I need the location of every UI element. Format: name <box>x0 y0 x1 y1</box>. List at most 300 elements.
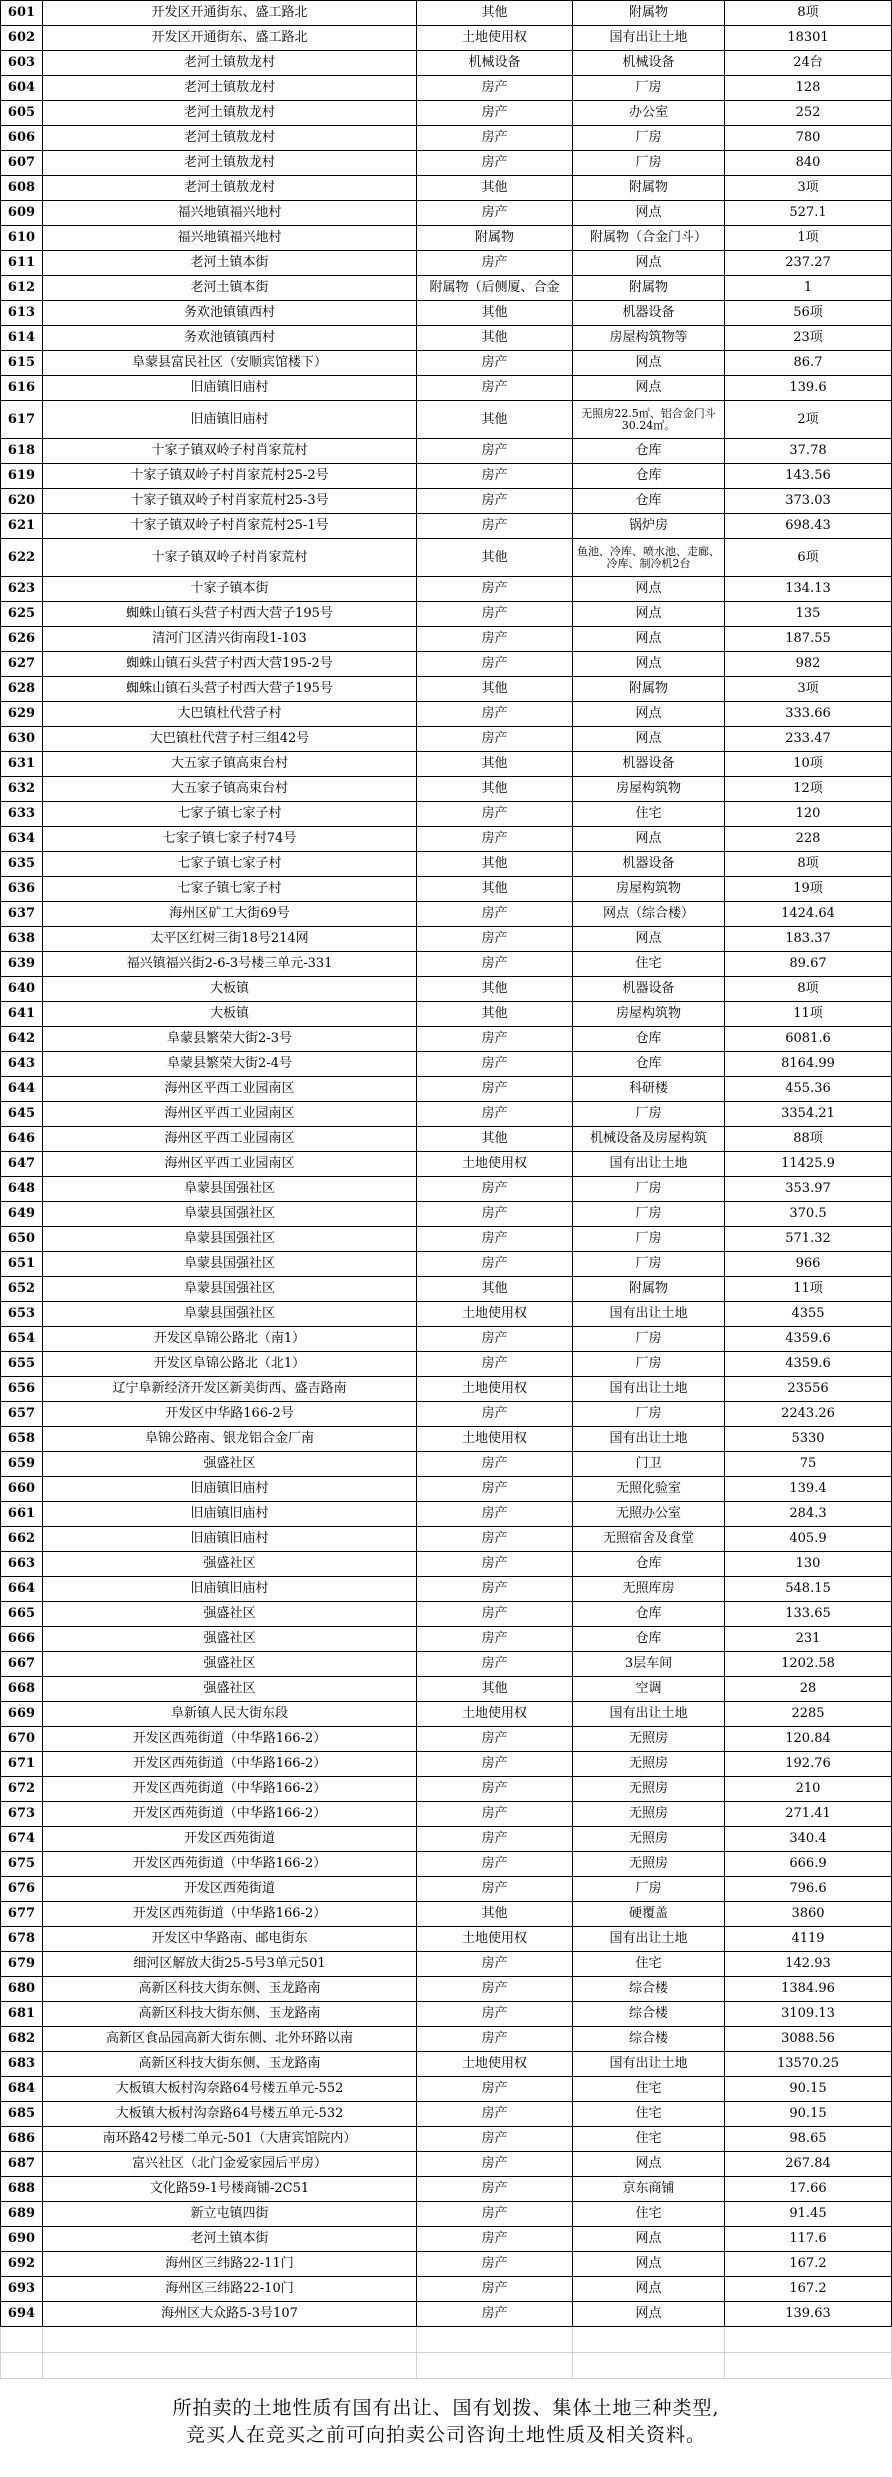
asset-type-cell: 仓库 <box>573 1602 725 1627</box>
row-number: 625 <box>1 602 43 627</box>
table-row <box>1 1727 892 1752</box>
category-cell: 其他 <box>417 752 573 777</box>
category-cell: 土地使用权 <box>417 1302 573 1327</box>
category-cell: 房产 <box>417 2102 573 2127</box>
category-cell: 土地使用权 <box>417 1927 573 1952</box>
asset-type-cell: 厂房 <box>573 1352 725 1377</box>
quantity-cell: 187.55 <box>725 627 892 652</box>
quantity-cell: 2项 <box>725 401 892 439</box>
asset-type-cell: 厂房 <box>573 76 725 101</box>
table-row <box>1 702 892 727</box>
location-cell: 老河土镇敖龙村 <box>43 101 417 126</box>
asset-type-cell: 综合楼 <box>573 2002 725 2027</box>
location-cell: 老河土镇敖龙村 <box>43 76 417 101</box>
asset-type-cell: 仓库 <box>573 439 725 464</box>
table-row <box>1 727 892 752</box>
table-row <box>1 602 892 627</box>
note-line-2: 竞买人在竞买之前可向拍卖公司咨询土地性质及相关资料。 <box>185 2424 706 2446</box>
category-cell: 房产 <box>417 2152 573 2177</box>
quantity-cell: 3109.13 <box>725 2002 892 2027</box>
row-number: 620 <box>1 489 43 514</box>
asset-type-cell: 科研楼 <box>573 1077 725 1102</box>
row-number: 657 <box>1 1402 43 1427</box>
table-row <box>1 1077 892 1102</box>
asset-type-cell: 厂房 <box>573 1402 725 1427</box>
location-cell: 老河土镇敖龙村 <box>43 151 417 176</box>
quantity-cell: 370.5 <box>725 1202 892 1227</box>
row-number: 650 <box>1 1227 43 1252</box>
location-cell: 强盛社区 <box>43 1677 417 1702</box>
row-number: 631 <box>1 752 43 777</box>
category-cell: 土地使用权 <box>417 1152 573 1177</box>
asset-type-cell: 无照宿舍及食堂 <box>573 1527 725 1552</box>
row-number: 629 <box>1 702 43 727</box>
table-row <box>1 401 892 439</box>
location-cell: 十家子镇双岭子村肖家荒村25-1号 <box>43 514 417 539</box>
asset-type-cell: 附属物 <box>573 176 725 201</box>
row-number: 611 <box>1 251 43 276</box>
category-cell: 房产 <box>417 2027 573 2052</box>
quantity-cell: 2243.26 <box>725 1402 892 1427</box>
row-number: 612 <box>1 276 43 301</box>
category-cell: 房产 <box>417 1577 573 1602</box>
note-line-1: 所拍卖的土地性质有国有出让、国有划拨、集体土地三种类型, <box>172 2397 720 2419</box>
location-cell: 老河土镇本街 <box>43 2227 417 2252</box>
table-row <box>1 1002 892 1027</box>
quantity-cell: 117.6 <box>725 2227 892 2252</box>
table-row <box>1 2077 892 2102</box>
location-cell: 高新区食品园高新大街东侧、北外环路以南 <box>43 2027 417 2052</box>
quantity-cell: 167.2 <box>725 2277 892 2302</box>
quantity-cell: 4355 <box>725 1302 892 1327</box>
row-number: 607 <box>1 151 43 176</box>
row-number: 634 <box>1 827 43 852</box>
location-cell: 旧庙镇旧庙村 <box>43 1577 417 1602</box>
quantity-cell: 139.63 <box>725 2302 892 2327</box>
table-row <box>1 101 892 126</box>
location-cell: 海州区三纬路22-10门 <box>43 2277 417 2302</box>
empty-cell <box>417 2353 573 2379</box>
row-number: 632 <box>1 777 43 802</box>
row-number: 609 <box>1 201 43 226</box>
quantity-cell: 3项 <box>725 677 892 702</box>
row-number: 669 <box>1 1702 43 1727</box>
table-row <box>1 1102 892 1127</box>
category-cell: 房产 <box>417 2077 573 2102</box>
category-cell: 房产 <box>417 1627 573 1652</box>
table-row <box>1 1627 892 1652</box>
empty-cell <box>573 2353 725 2379</box>
location-cell: 海州区大众路5-3号107 <box>43 2302 417 2327</box>
row-number: 686 <box>1 2127 43 2152</box>
location-cell: 细河区解放大街25-5号3单元501 <box>43 1952 417 1977</box>
table-row <box>1 752 892 777</box>
asset-type-cell: 无照房 <box>573 1777 725 1802</box>
quantity-cell: 340.4 <box>725 1827 892 1852</box>
table-row <box>1 802 892 827</box>
category-cell: 房产 <box>417 927 573 952</box>
quantity-cell: 267.84 <box>725 2152 892 2177</box>
category-cell: 其他 <box>417 1002 573 1027</box>
quantity-cell: 8项 <box>725 1 892 26</box>
quantity-cell: 135 <box>725 602 892 627</box>
location-cell: 开发区西苑街道（中华路166-2） <box>43 1852 417 1877</box>
location-cell: 新立屯镇四街 <box>43 2202 417 2227</box>
row-number: 643 <box>1 1052 43 1077</box>
quantity-cell: 17.66 <box>725 2177 892 2202</box>
table-row <box>1 1452 892 1477</box>
empty-cell <box>1 2353 43 2379</box>
asset-type-cell: 住宅 <box>573 2102 725 2127</box>
table-row <box>1 777 892 802</box>
category-cell: 土地使用权 <box>417 1427 573 1452</box>
asset-type-cell: 国有出让土地 <box>573 26 725 51</box>
quantity-cell: 405.9 <box>725 1527 892 1552</box>
location-cell: 开发区西苑街道 <box>43 1877 417 1902</box>
location-cell: 老河土镇本街 <box>43 276 417 301</box>
asset-type-cell: 网点 <box>573 351 725 376</box>
row-number: 653 <box>1 1302 43 1327</box>
quantity-cell: 233.47 <box>725 727 892 752</box>
category-cell: 房产 <box>417 1227 573 1252</box>
location-cell: 大板镇大板村沟奈路64号楼五单元-552 <box>43 2077 417 2102</box>
row-number: 651 <box>1 1252 43 1277</box>
location-cell: 海州区平西工业园南区 <box>43 1152 417 1177</box>
location-cell: 七家子镇七家子村 <box>43 802 417 827</box>
location-cell: 务欢池镇镇西村 <box>43 301 417 326</box>
table-row <box>1 1502 892 1527</box>
category-cell: 土地使用权 <box>417 1702 573 1727</box>
location-cell: 大板镇 <box>43 977 417 1002</box>
table-row <box>1 902 892 927</box>
asset-type-cell: 空调 <box>573 1677 725 1702</box>
table-row <box>1 652 892 677</box>
quantity-cell: 89.67 <box>725 952 892 977</box>
location-cell: 强盛社区 <box>43 1452 417 1477</box>
table-row <box>1 351 892 376</box>
asset-type-cell: 网点 <box>573 602 725 627</box>
table-row <box>1 2127 892 2152</box>
quantity-cell: 75 <box>725 1452 892 1477</box>
table-row <box>1 514 892 539</box>
quantity-cell: 139.6 <box>725 376 892 401</box>
table-row <box>1 1602 892 1627</box>
quantity-cell: 128 <box>725 76 892 101</box>
category-cell: 附属物 <box>417 226 573 251</box>
category-cell: 机械设备 <box>417 51 573 76</box>
asset-type-cell: 无照房 <box>573 1802 725 1827</box>
category-cell: 其他 <box>417 1277 573 1302</box>
location-cell: 文化路59-1号楼商铺-2C51 <box>43 2177 417 2202</box>
row-number: 640 <box>1 977 43 1002</box>
category-cell: 房产 <box>417 1102 573 1127</box>
location-cell: 福兴地镇福兴地村 <box>43 226 417 251</box>
category-cell: 房产 <box>417 652 573 677</box>
asset-type-cell: 仓库 <box>573 489 725 514</box>
location-cell: 旧庙镇旧庙村 <box>43 401 417 439</box>
location-cell: 高新区科技大街东侧、玉龙路南 <box>43 2052 417 2077</box>
location-cell: 大五家子镇高束台村 <box>43 777 417 802</box>
asset-type-cell: 网点 <box>573 2302 725 2327</box>
category-cell: 其他 <box>417 539 573 577</box>
empty-cell <box>43 2353 417 2379</box>
quantity-cell: 780 <box>725 126 892 151</box>
asset-type-cell: 厂房 <box>573 1102 725 1127</box>
asset-type-cell: 网点（综合楼） <box>573 902 725 927</box>
asset-type-cell: 附属物（合金门斗） <box>573 226 725 251</box>
row-number: 647 <box>1 1152 43 1177</box>
table-row <box>1 827 892 852</box>
table-row <box>1 877 892 902</box>
table-row <box>1 1927 892 1952</box>
table-row <box>1 1052 892 1077</box>
asset-type-cell: 网点 <box>573 2227 725 2252</box>
quantity-cell: 11项 <box>725 1002 892 1027</box>
location-cell: 阜蒙县国强社区 <box>43 1277 417 1302</box>
asset-type-cell: 无照房 <box>573 1752 725 1777</box>
location-cell: 大五家子镇高束台村 <box>43 752 417 777</box>
location-cell: 阜蒙县繁荣大街2-3号 <box>43 1027 417 1052</box>
quantity-cell: 143.56 <box>725 464 892 489</box>
row-number: 616 <box>1 376 43 401</box>
asset-type-cell: 网点 <box>573 652 725 677</box>
row-number: 674 <box>1 1827 43 1852</box>
table-row <box>1 2052 892 2077</box>
location-cell: 海州区矿工大街69号 <box>43 902 417 927</box>
location-cell: 十家子镇本街 <box>43 577 417 602</box>
quantity-cell: 271.41 <box>725 1802 892 1827</box>
row-number: 603 <box>1 51 43 76</box>
quantity-cell: 13570.25 <box>725 2052 892 2077</box>
quantity-cell: 548.15 <box>725 1577 892 1602</box>
category-cell: 房产 <box>417 1652 573 1677</box>
location-cell: 开发区西苑街道（中华路166-2） <box>43 1902 417 1927</box>
row-number: 692 <box>1 2252 43 2277</box>
quantity-cell: 120 <box>725 802 892 827</box>
row-number: 656 <box>1 1377 43 1402</box>
row-number: 662 <box>1 1527 43 1552</box>
location-cell: 十家子镇双岭子村肖家荒村 <box>43 539 417 577</box>
category-cell: 其他 <box>417 1902 573 1927</box>
table-row <box>1 1477 892 1502</box>
quantity-cell: 373.03 <box>725 489 892 514</box>
row-number: 689 <box>1 2202 43 2227</box>
quantity-cell: 56项 <box>725 301 892 326</box>
quantity-cell: 133.65 <box>725 1602 892 1627</box>
asset-type-cell: 网点 <box>573 376 725 401</box>
category-cell: 房产 <box>417 827 573 852</box>
row-number: 645 <box>1 1102 43 1127</box>
row-number: 615 <box>1 351 43 376</box>
category-cell: 其他 <box>417 1 573 26</box>
quantity-cell: 19项 <box>725 877 892 902</box>
category-cell: 房产 <box>417 902 573 927</box>
row-number: 637 <box>1 902 43 927</box>
row-number: 673 <box>1 1802 43 1827</box>
category-cell: 房产 <box>417 2302 573 2327</box>
location-cell: 大巴镇杜代营子村三组42号 <box>43 727 417 752</box>
quantity-cell: 88项 <box>725 1127 892 1152</box>
row-number: 601 <box>1 1 43 26</box>
category-cell: 房产 <box>417 952 573 977</box>
table-row <box>1 251 892 276</box>
table-row <box>1 1227 892 1252</box>
location-cell: 强盛社区 <box>43 1552 417 1577</box>
table-row <box>1 51 892 76</box>
table-row <box>1 1127 892 1152</box>
asset-type-cell: 住宅 <box>573 1952 725 1977</box>
asset-type-cell: 无照房 <box>573 1852 725 1877</box>
table-row <box>1 226 892 251</box>
empty-cell <box>573 2327 725 2353</box>
table-row <box>1 1777 892 1802</box>
category-cell: 房产 <box>417 1327 573 1352</box>
location-cell: 阜蒙县繁荣大街2-4号 <box>43 1052 417 1077</box>
quantity-cell: 12项 <box>725 777 892 802</box>
asset-type-cell: 网点 <box>573 201 725 226</box>
asset-type-cell: 房屋构筑物等 <box>573 326 725 351</box>
quantity-cell: 6项 <box>725 539 892 577</box>
asset-type-cell: 网点 <box>573 577 725 602</box>
quantity-cell: 18301 <box>725 26 892 51</box>
asset-table-body <box>1 1 892 2379</box>
table-row <box>1 276 892 301</box>
quantity-cell: 4119 <box>725 1927 892 1952</box>
location-cell: 旧庙镇旧庙村 <box>43 1527 417 1552</box>
table-row <box>1 176 892 201</box>
location-cell: 开发区开通街东、盛工路北 <box>43 26 417 51</box>
location-cell: 阜蒙县国强社区 <box>43 1252 417 1277</box>
quantity-cell: 284.3 <box>725 1502 892 1527</box>
quantity-cell: 698.43 <box>725 514 892 539</box>
category-cell: 房产 <box>417 1052 573 1077</box>
asset-type-cell: 附属物 <box>573 276 725 301</box>
location-cell: 开发区阜锦公路北（南1） <box>43 1327 417 1352</box>
category-cell: 其他 <box>417 301 573 326</box>
quantity-cell: 11425.9 <box>725 1152 892 1177</box>
asset-type-cell: 机器设备 <box>573 852 725 877</box>
category-cell: 房产 <box>417 1402 573 1427</box>
table-row <box>1 1702 892 1727</box>
asset-type-cell: 附属物 <box>573 1277 725 1302</box>
asset-type-cell: 仓库 <box>573 1027 725 1052</box>
table-row <box>1 1877 892 1902</box>
table-row <box>1 1752 892 1777</box>
row-number: 613 <box>1 301 43 326</box>
category-cell: 房产 <box>417 1752 573 1777</box>
asset-type-cell: 国有出让土地 <box>573 1702 725 1727</box>
category-cell: 房产 <box>417 702 573 727</box>
category-cell: 房产 <box>417 1977 573 2002</box>
empty-cell <box>417 2327 573 2353</box>
table-row <box>1 539 892 577</box>
category-cell: 房产 <box>417 126 573 151</box>
category-cell: 房产 <box>417 1777 573 1802</box>
location-cell: 海州区三纬路22-11门 <box>43 2252 417 2277</box>
category-cell: 房产 <box>417 2227 573 2252</box>
location-cell: 开发区中华路南、邮电街东 <box>43 1927 417 1952</box>
table-row <box>1 1177 892 1202</box>
asset-type-cell: 仓库 <box>573 1552 725 1577</box>
row-number: 681 <box>1 2002 43 2027</box>
table-row <box>1 26 892 51</box>
category-cell: 房产 <box>417 1177 573 1202</box>
table-row <box>1 376 892 401</box>
location-cell: 强盛社区 <box>43 1627 417 1652</box>
row-number: 636 <box>1 877 43 902</box>
asset-type-cell: 机械设备及房屋构筑 <box>573 1127 725 1152</box>
table-row <box>1 301 892 326</box>
category-cell: 房产 <box>417 2202 573 2227</box>
table-row <box>1 677 892 702</box>
category-cell: 土地使用权 <box>417 26 573 51</box>
location-cell: 开发区西苑街道（中华路166-2） <box>43 1777 417 1802</box>
table-row <box>1 1902 892 1927</box>
row-number: 679 <box>1 1952 43 1977</box>
location-cell: 七家子镇七家子村74号 <box>43 827 417 852</box>
location-cell: 开发区西苑街道（中华路166-2） <box>43 1802 417 1827</box>
quantity-cell: 11项 <box>725 1277 892 1302</box>
category-cell: 房产 <box>417 627 573 652</box>
table-row <box>1 1277 892 1302</box>
table-row <box>1 1577 892 1602</box>
asset-type-cell: 网点 <box>573 627 725 652</box>
category-cell: 其他 <box>417 852 573 877</box>
row-number: 628 <box>1 677 43 702</box>
row-number: 602 <box>1 26 43 51</box>
row-number: 677 <box>1 1902 43 1927</box>
asset-type-cell: 综合楼 <box>573 2027 725 2052</box>
category-cell: 房产 <box>417 1077 573 1102</box>
table-row <box>1 126 892 151</box>
row-number: 610 <box>1 226 43 251</box>
category-cell: 房产 <box>417 577 573 602</box>
asset-type-cell: 京东商铺 <box>573 2177 725 2202</box>
asset-type-cell: 办公室 <box>573 101 725 126</box>
quantity-cell: 1384.96 <box>725 1977 892 2002</box>
table-row <box>1 1427 892 1452</box>
location-cell: 南环路42号楼二单元-501（大唐宾馆院内） <box>43 2127 417 2152</box>
row-number: 655 <box>1 1352 43 1377</box>
asset-type-cell: 锅炉房 <box>573 514 725 539</box>
asset-type-cell: 住宅 <box>573 2127 725 2152</box>
asset-type-cell: 网点 <box>573 2152 725 2177</box>
quantity-cell: 8项 <box>725 852 892 877</box>
row-number: 652 <box>1 1277 43 1302</box>
location-cell: 清河门区清兴街南段1-103 <box>43 627 417 652</box>
quantity-cell: 120.84 <box>725 1727 892 1752</box>
row-number: 654 <box>1 1327 43 1352</box>
location-cell: 富兴社区（北门金爱家园后平房） <box>43 2152 417 2177</box>
asset-type-cell: 机器设备 <box>573 752 725 777</box>
table-row <box>1 2152 892 2177</box>
row-number: 627 <box>1 652 43 677</box>
table-row <box>1 852 892 877</box>
row-number: 671 <box>1 1752 43 1777</box>
location-cell: 辽宁阜新经济开发区新美街西、盛吉路南 <box>43 1377 417 1402</box>
quantity-cell: 228 <box>725 827 892 852</box>
asset-type-cell: 网点 <box>573 251 725 276</box>
category-cell: 土地使用权 <box>417 2052 573 2077</box>
location-cell: 旧庙镇旧庙村 <box>43 1477 417 1502</box>
row-number: 659 <box>1 1452 43 1477</box>
asset-type-cell: 无照房22.5㎡、铝合金门斗30.24㎡。 <box>573 401 725 439</box>
location-cell: 阜蒙县富民社区（安顺宾馆楼下） <box>43 351 417 376</box>
row-number: 639 <box>1 952 43 977</box>
empty-row <box>1 2353 892 2379</box>
asset-type-cell: 无照化验室 <box>573 1477 725 1502</box>
quantity-cell: 4359.6 <box>725 1352 892 1377</box>
